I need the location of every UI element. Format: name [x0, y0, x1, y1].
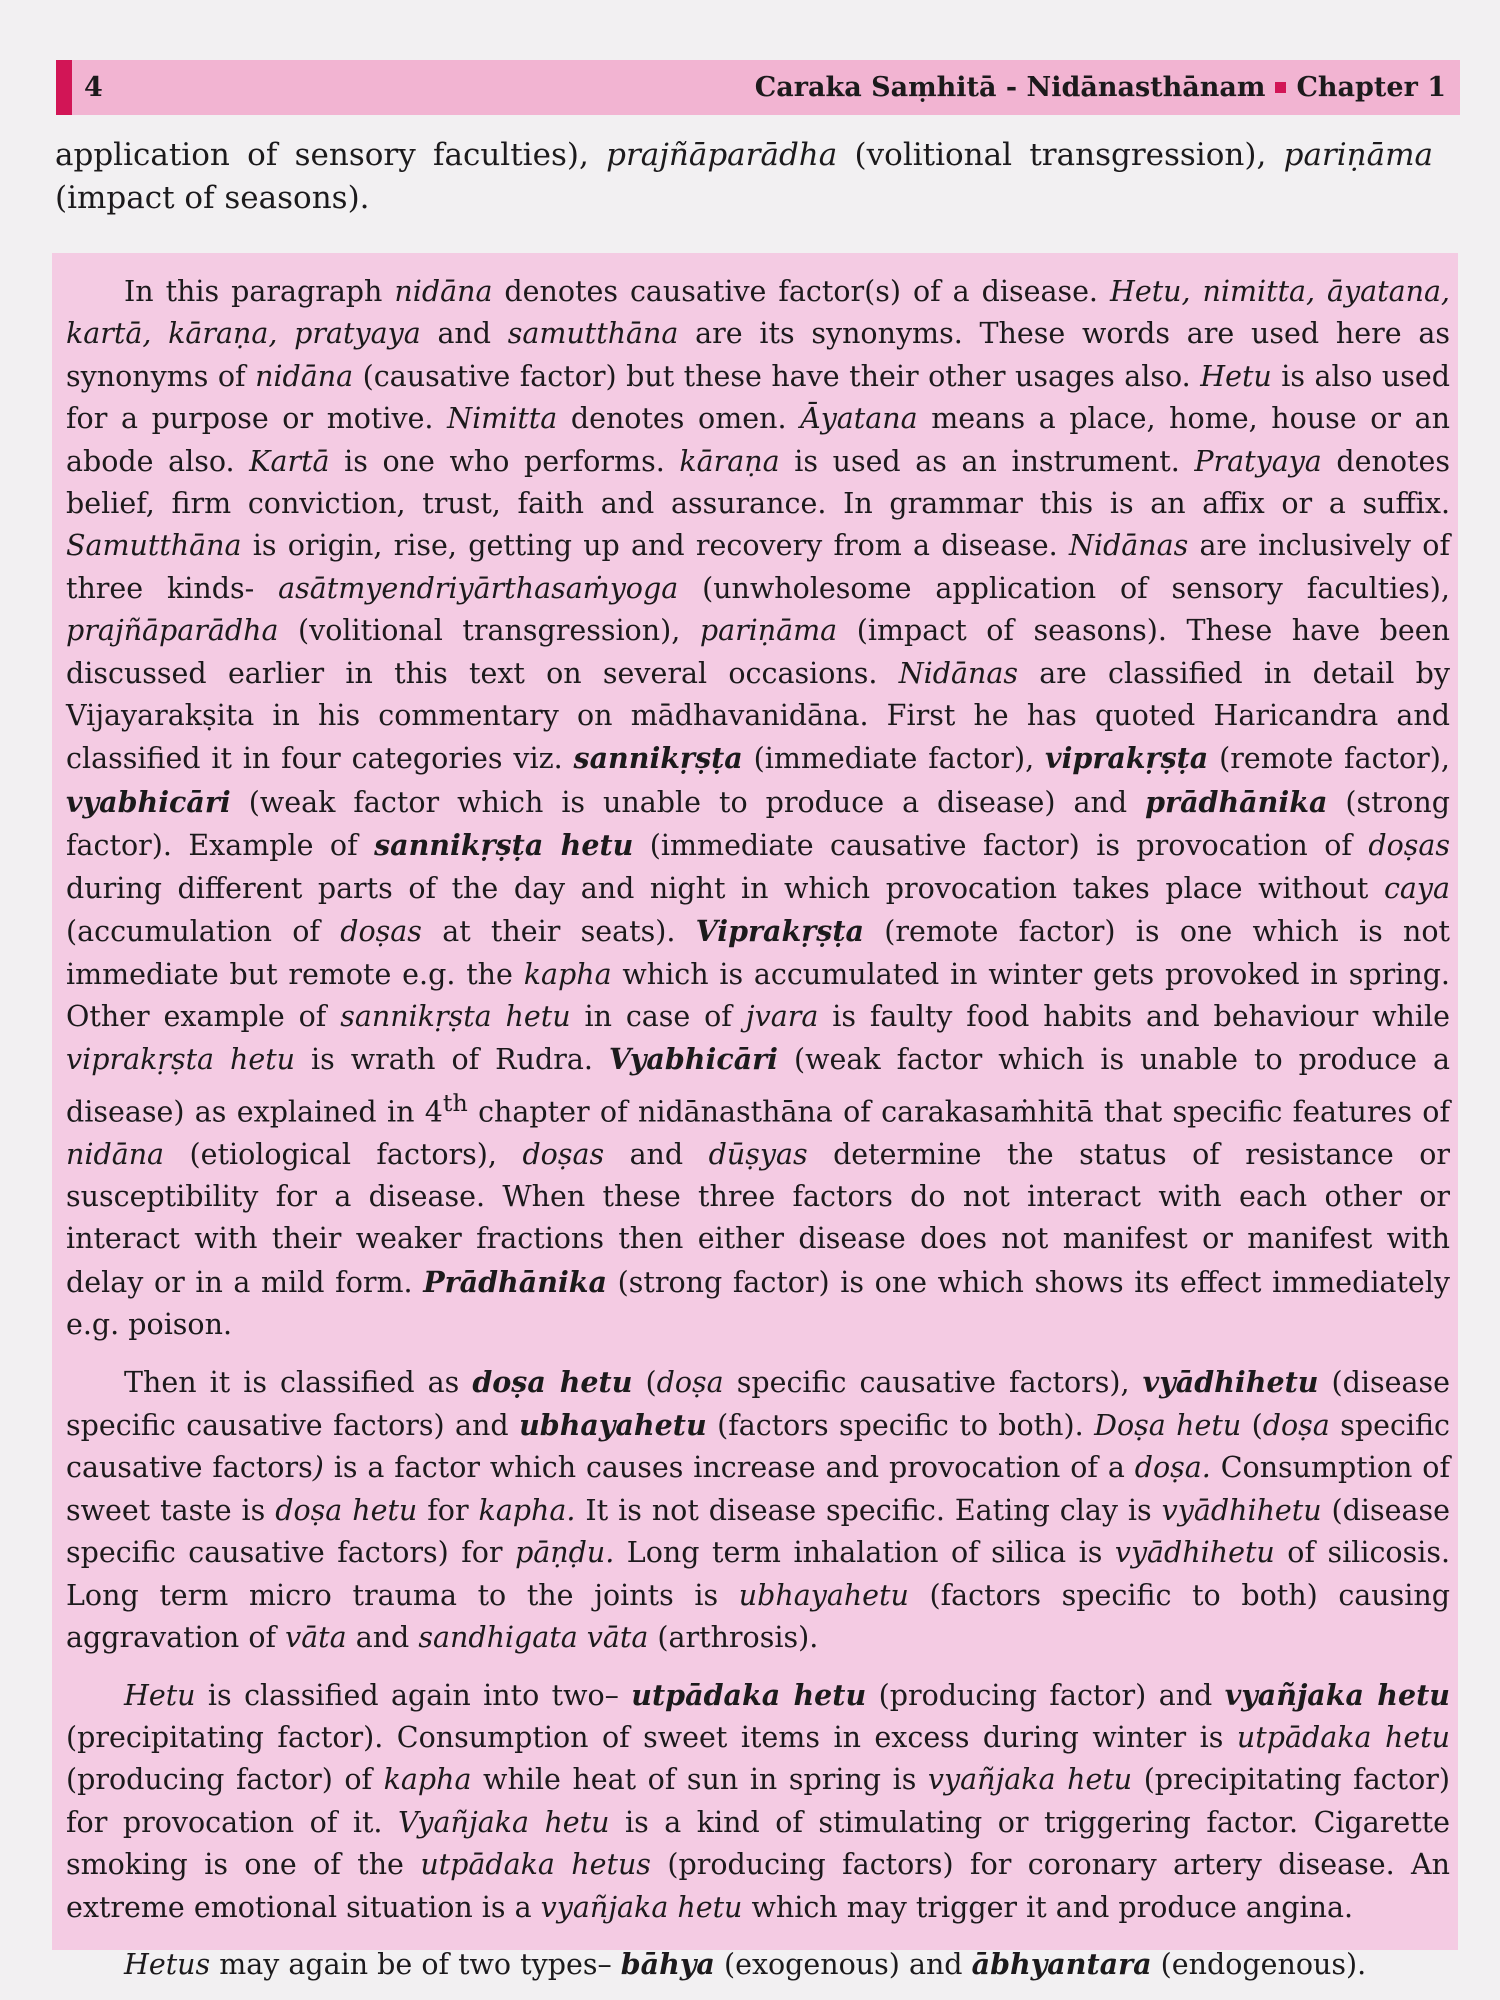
emphasized-term: Kartā [249, 444, 330, 478]
emphasized-term: ubhayahetu [519, 1408, 707, 1443]
emphasized-term: viprakṛṣṭa [1045, 741, 1209, 776]
emphasized-term: vyādhihetu [1161, 1493, 1322, 1527]
text-run: (producing factor) and [866, 1678, 1225, 1712]
text-run: denotes belief, firm conviction, trust, faith and assurance. In grammar this is an affix or a suffix. [66, 444, 1450, 521]
text-run: application of sensory faculties), [55, 137, 607, 173]
emphasized-term: Hetu, nimitta, āyatana, kartā, kāraṇa, pratyaya [66, 275, 1450, 351]
text-run: ( [632, 1365, 657, 1399]
text-run: (volitional transgression), [278, 614, 700, 648]
text-run: is also used for a purpose or motive. [66, 359, 1450, 436]
emphasized-term: Doṣa hetu [1094, 1409, 1242, 1443]
emphasized-term: Pratyaya [1194, 444, 1322, 478]
emphasized-term: sandhigata vāta [418, 1621, 649, 1655]
text-run: (impact of seasons). [55, 180, 370, 216]
emphasized-term: doṣas [340, 915, 422, 949]
text-run: while heat of sun in spring is [471, 1763, 928, 1797]
emphasized-term: Āyatana [800, 402, 918, 436]
emphasized-term: utpādaka hetu [1236, 1720, 1450, 1754]
text-run: (accumulation of [66, 915, 341, 949]
text-run: (weak factor which is unable to produce a disease) as explained in 4 [66, 1043, 1450, 1129]
emphasized-term: Samutthāna [66, 529, 242, 563]
emphasized-term: kapha [523, 957, 612, 991]
emphasized-term: vyabhicāri [66, 784, 231, 819]
emphasized-term: vyādhihetu [1114, 1536, 1275, 1570]
emphasized-term: prajñāparādha [606, 137, 838, 173]
text-run: and [346, 1621, 419, 1655]
emphasized-term: jvara [745, 999, 819, 1033]
text-run: (immediate causative factor) is provocation of [633, 829, 1369, 863]
text-run: (unwholesome application of sensory faculties), [678, 571, 1450, 605]
text-run: and [420, 317, 508, 351]
emphasized-term: doṣa hetu [472, 1364, 633, 1399]
text-run: (weak factor which is unable to produce a disease) and [230, 785, 1146, 819]
text-run: (factors specific to both) causing aggravation of [66, 1578, 1450, 1655]
emphasized-term: Hetu [1200, 359, 1272, 393]
emphasized-term: Vyañjaka hetu [397, 1805, 610, 1839]
text-run: (immediate factor), [742, 742, 1046, 776]
emphasized-term: ubhayahetu [738, 1578, 909, 1612]
emphasized-term: sannikṛṣṭa [573, 741, 743, 776]
text-run: (arthrosis). [648, 1621, 819, 1655]
text-run: (disease specific causative factors) for [66, 1493, 1451, 1570]
text-run: (causative factor) but these have their other usages also. [353, 359, 1201, 393]
paragraph [66, 271, 1450, 1347]
text-run: th [442, 1088, 468, 1117]
emphasized-term: prādhānika [1145, 784, 1328, 819]
emphasized-term: kapha. [478, 1493, 576, 1527]
emphasized-term: doṣa [656, 1365, 724, 1399]
text-run: is one who performs. [329, 444, 680, 478]
book-title: Caraka Saṃhitā - Nidānasthānam [754, 72, 1266, 103]
text-run: It is not disease specific. Eating clay is [575, 1493, 1162, 1527]
emphasized-term: dūṣyas [708, 1137, 808, 1171]
emphasized-term: Hetu [124, 1678, 196, 1712]
page-number: 4 [84, 72, 103, 103]
commentary-box [52, 253, 1458, 1981]
emphasized-term: prajñāparādha [66, 614, 279, 648]
text-run: Consumption of sweet taste is [66, 1451, 1450, 1527]
text-run: is faulty food habits and behaviour while [818, 999, 1450, 1033]
paragraph [66, 1674, 1450, 1929]
text-run: during different parts of the day and night in which provocation takes place without [66, 871, 1384, 905]
text-run: for [417, 1493, 479, 1527]
text-run: are its synonyms. These words are used here as synonyms of [66, 317, 1450, 393]
emphasized-term: Viprakṛṣṭa [695, 914, 864, 949]
text-run: Long term inhalation of silica is [614, 1536, 1115, 1570]
text-run: denotes causative factor(s) of a disease. [492, 275, 1110, 308]
running-title [755, 72, 1446, 103]
text-run: In this paragraph [124, 275, 395, 308]
text-run: at their seats). [421, 915, 696, 949]
text-run: is classified again into two– [195, 1678, 632, 1712]
emphasized-term: nidāna [394, 275, 493, 308]
emphasized-term: doṣas [522, 1137, 605, 1171]
text-run: (precipitating factor). Consumption of sweet items in excess during winter is [66, 1720, 1237, 1754]
intro-text [55, 134, 1433, 220]
text-run: chapter of nidānasthāna of carakasaṁhitā that specific features of [467, 1095, 1450, 1129]
text-run: are classified in detail by Vijayarakṣita in his commentary on mādhavanidāna. First he has quoted Haricandra and classified it in four categories viz. [66, 656, 1451, 776]
running-header [56, 60, 1460, 115]
text-run: may again be of two types– [210, 1947, 621, 1981]
text-run: denotes omen. [557, 402, 801, 436]
text-run: (impact of seasons). These have been discussed earlier in this text on several occasions. [66, 614, 1450, 690]
text-run: is used as an instrument. [779, 444, 1195, 478]
text-run: (remote factor) is one which is not immediate but remote e.g. the [66, 915, 1450, 991]
emphasized-term: doṣa hetu [275, 1493, 418, 1527]
emphasized-term: doṣas [1368, 829, 1450, 863]
emphasized-term: pariṇāma [1283, 137, 1433, 173]
emphasized-term: viprakṛṣta hetu [66, 1043, 296, 1077]
text-run: (precipitating factor) for provocation of it. [66, 1763, 1451, 1839]
text-run: in case of [570, 999, 746, 1033]
emphasized-term: Nidānas [1068, 529, 1189, 563]
text-run: (disease specific causative factors) and [66, 1365, 1450, 1443]
text-run: (producing factors) for coronary artery disease. An extreme emotional situation is a [66, 1848, 1450, 1924]
square-bullet-icon [1275, 82, 1286, 93]
text-run: ( [1241, 1409, 1263, 1443]
text-run: (producing factor) of [66, 1763, 384, 1797]
emphasized-term: caya [1383, 871, 1450, 905]
emphasized-term: vyañjaka hetu [1224, 1677, 1450, 1712]
text-run: which is accumulated in winter gets provoked in spring. Other example of [66, 957, 1450, 1033]
emphasized-term: Hetus [124, 1947, 211, 1981]
emphasized-term: pariṇāma [699, 614, 838, 648]
text-run: determine the status of resistance or susceptibility for a disease. When these three factors do not interact with each other or interact with their weaker fractions then either disease does not manifest or manifest with delay or in a mild form. [66, 1137, 1450, 1299]
header-accent-bar [56, 60, 72, 115]
emphasized-term: utpādaka hetus [420, 1848, 651, 1882]
text-run: is a factor which causes increase and provocation of a [323, 1451, 1135, 1485]
emphasized-term: vyañjaka hetu [540, 1890, 743, 1924]
text-run: is wrath of Rudra. [295, 1043, 609, 1077]
emphasized-term: Prādhānika [423, 1264, 607, 1299]
emphasized-term: asātmyendriyārthasaṁyoga [278, 571, 679, 605]
text-run: (remote factor), [1208, 742, 1450, 776]
text-run: is origin, rise, getting up and recovery from a disease. [241, 529, 1069, 563]
emphasized-term: Nimitta [447, 402, 558, 436]
emphasized-term: samutthāna [507, 317, 679, 351]
text-run: (factors specific to both). [706, 1409, 1095, 1443]
text-run: specific causative factors [66, 1409, 1451, 1485]
emphasized-term: sannikṛṣta hetu [340, 999, 571, 1033]
emphasized-term: Vyabhicāri [608, 1042, 778, 1077]
emphasized-term: doṣa [1262, 1409, 1330, 1443]
emphasized-term: vyañjaka hetu [927, 1763, 1133, 1797]
emphasized-term: sannikṛṣṭa hetu [374, 828, 634, 863]
emphasized-term: vāta [285, 1621, 347, 1655]
text-run: (strong factor) is one which shows its effect immediately e.g. poison. [66, 1265, 1450, 1342]
text-run: (volitional transgression), [837, 137, 1284, 173]
text-run: which may trigger it and produce angina. [742, 1890, 1354, 1924]
emphasized-term: vyādhihetu [1142, 1364, 1319, 1399]
paragraph [66, 1943, 1450, 1986]
text-run: is a kind of stimulating or triggering factor. Cigarette smoking is one of the [66, 1805, 1450, 1882]
chapter-label: Chapter 1 [1296, 72, 1446, 103]
text-run: and [604, 1137, 709, 1171]
text-run: (endogenous). [1151, 1947, 1367, 1981]
emphasized-term: kapha [383, 1763, 472, 1797]
emphasized-term: ābhyantara [971, 1946, 1152, 1981]
emphasized-term: doṣa. [1134, 1451, 1211, 1485]
text-run: Then it is classified as [124, 1365, 473, 1399]
paragraph [66, 1361, 1450, 1660]
text-run: means a place, home, house or an abode also. [66, 402, 1451, 478]
text-run: (exogenous) and [714, 1947, 972, 1981]
text-run: (strong factor). Example of [66, 785, 1451, 863]
text-run: (etiological factors), [164, 1137, 523, 1171]
emphasized-term: kāraṇa [679, 444, 780, 478]
emphasized-term: nidāna [255, 359, 354, 393]
emphasized-term: nidāna [66, 1137, 165, 1171]
emphasized-term: bāhya [620, 1946, 715, 1981]
text-run: specific causative factors), [723, 1365, 1143, 1399]
text-run: of silicosis. Long term micro trauma to the joints is [66, 1536, 1451, 1612]
emphasized-term: ) [312, 1451, 324, 1485]
emphasized-term: utpādaka hetu [631, 1677, 867, 1712]
emphasized-term: pāṇḍu. [515, 1536, 615, 1570]
text-run: are inclusively of three kinds- [66, 529, 1450, 605]
emphasized-term: Nidānas [898, 656, 1018, 690]
